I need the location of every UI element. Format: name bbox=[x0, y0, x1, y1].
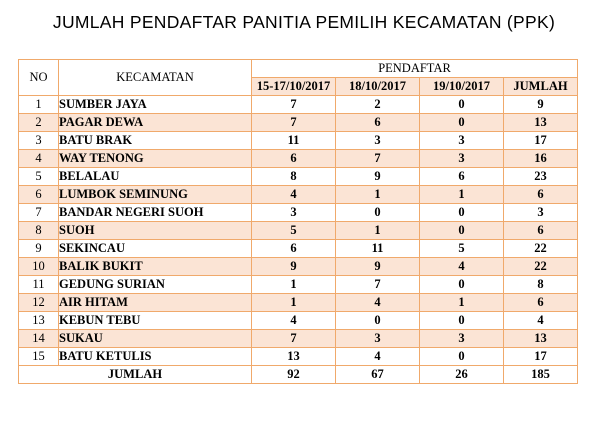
header-kecamatan: KECAMATAN bbox=[59, 60, 252, 96]
row-jumlah: 4 bbox=[504, 312, 578, 330]
page-title: JUMLAH PENDAFTAR PANITIA PEMILIH KECAMATAN (PPK) bbox=[52, 12, 556, 32]
row-jumlah: 22 bbox=[504, 258, 578, 276]
row-no: 1 bbox=[19, 96, 59, 114]
header-date-1: 15-17/10/2017 bbox=[252, 78, 336, 96]
row-kecamatan: KEBUN TEBU bbox=[59, 312, 252, 330]
header-pendaftar: PENDAFTAR bbox=[252, 60, 578, 78]
row-date-1: 1 bbox=[252, 294, 336, 312]
row-kecamatan: WAY TENONG bbox=[59, 150, 252, 168]
row-no: 12 bbox=[19, 294, 59, 312]
row-kecamatan: BELALAU bbox=[59, 168, 252, 186]
table-row bbox=[19, 312, 578, 330]
table-row bbox=[19, 276, 578, 294]
total-jumlah: 185 bbox=[504, 366, 578, 384]
header-date-2: 18/10/2017 bbox=[336, 78, 420, 96]
row-date-3: 6 bbox=[420, 168, 504, 186]
table-row bbox=[19, 330, 578, 348]
row-date-3: 1 bbox=[420, 294, 504, 312]
row-date-1: 5 bbox=[252, 222, 336, 240]
table-row bbox=[19, 96, 578, 114]
header-jumlah: JUMLAH bbox=[504, 78, 578, 96]
row-jumlah: 22 bbox=[504, 240, 578, 258]
row-jumlah: 13 bbox=[504, 114, 578, 132]
row-date-1: 7 bbox=[252, 330, 336, 348]
row-date-3: 0 bbox=[420, 222, 504, 240]
row-date-2: 2 bbox=[336, 96, 420, 114]
row-jumlah: 9 bbox=[504, 96, 578, 114]
row-no: 11 bbox=[19, 276, 59, 294]
row-date-1: 1 bbox=[252, 276, 336, 294]
row-date-2: 1 bbox=[336, 186, 420, 204]
row-jumlah: 6 bbox=[504, 294, 578, 312]
row-date-3: 0 bbox=[420, 312, 504, 330]
row-date-2: 9 bbox=[336, 168, 420, 186]
row-no: 10 bbox=[19, 258, 59, 276]
row-date-1: 13 bbox=[252, 348, 336, 366]
row-date-3: 5 bbox=[420, 240, 504, 258]
total-date-1: 92 bbox=[252, 366, 336, 384]
table-row bbox=[19, 168, 578, 186]
pendaftar-table bbox=[18, 59, 578, 384]
table-row bbox=[19, 114, 578, 132]
row-jumlah: 13 bbox=[504, 330, 578, 348]
row-date-3: 0 bbox=[420, 114, 504, 132]
row-date-1: 7 bbox=[252, 114, 336, 132]
row-no: 15 bbox=[19, 348, 59, 366]
row-date-2: 3 bbox=[336, 132, 420, 150]
row-date-2: 6 bbox=[336, 114, 420, 132]
table-header bbox=[19, 60, 578, 96]
row-jumlah: 6 bbox=[504, 222, 578, 240]
row-date-2: 1 bbox=[336, 222, 420, 240]
row-date-2: 0 bbox=[336, 312, 420, 330]
row-jumlah: 3 bbox=[504, 204, 578, 222]
row-kecamatan: BALIK BUKIT bbox=[59, 258, 252, 276]
row-kecamatan: BATU BRAK bbox=[59, 132, 252, 150]
row-date-1: 3 bbox=[252, 204, 336, 222]
row-kecamatan: AIR HITAM bbox=[59, 294, 252, 312]
row-jumlah: 6 bbox=[504, 186, 578, 204]
row-date-1: 7 bbox=[252, 96, 336, 114]
row-date-3: 4 bbox=[420, 258, 504, 276]
row-no: 5 bbox=[19, 168, 59, 186]
row-date-2: 11 bbox=[336, 240, 420, 258]
total-label: JUMLAH bbox=[19, 366, 252, 384]
row-kecamatan: SUMBER JAYA bbox=[59, 96, 252, 114]
row-jumlah: 8 bbox=[504, 276, 578, 294]
header-date-3: 19/10/2017 bbox=[420, 78, 504, 96]
row-date-2: 4 bbox=[336, 348, 420, 366]
row-date-1: 6 bbox=[252, 240, 336, 258]
table-row bbox=[19, 132, 578, 150]
row-date-1: 9 bbox=[252, 258, 336, 276]
total-row bbox=[19, 366, 578, 384]
row-date-3: 1 bbox=[420, 186, 504, 204]
row-date-3: 3 bbox=[420, 132, 504, 150]
row-kecamatan: BANDAR NEGERI SUOH bbox=[59, 204, 252, 222]
table-row bbox=[19, 258, 578, 276]
table-row bbox=[19, 240, 578, 258]
row-no: 3 bbox=[19, 132, 59, 150]
table-footer bbox=[19, 366, 578, 384]
row-date-2: 0 bbox=[336, 204, 420, 222]
table-row bbox=[19, 348, 578, 366]
row-date-3: 0 bbox=[420, 276, 504, 294]
row-kecamatan: BATU KETULIS bbox=[59, 348, 252, 366]
row-no: 2 bbox=[19, 114, 59, 132]
table-row bbox=[19, 186, 578, 204]
row-no: 7 bbox=[19, 204, 59, 222]
row-no: 8 bbox=[19, 222, 59, 240]
table-row bbox=[19, 294, 578, 312]
row-kecamatan: GEDUNG SURIAN bbox=[59, 276, 252, 294]
row-no: 6 bbox=[19, 186, 59, 204]
table-row bbox=[19, 222, 578, 240]
row-date-1: 8 bbox=[252, 168, 336, 186]
row-date-1: 11 bbox=[252, 132, 336, 150]
row-date-3: 3 bbox=[420, 330, 504, 348]
row-date-1: 4 bbox=[252, 186, 336, 204]
total-date-3: 26 bbox=[420, 366, 504, 384]
table-row bbox=[19, 150, 578, 168]
row-kecamatan: LUMBOK SEMINUNG bbox=[59, 186, 252, 204]
row-kecamatan: SUOH bbox=[59, 222, 252, 240]
row-date-3: 0 bbox=[420, 204, 504, 222]
row-no: 9 bbox=[19, 240, 59, 258]
row-no: 14 bbox=[19, 330, 59, 348]
header-no: NO bbox=[19, 60, 59, 96]
row-date-3: 0 bbox=[420, 96, 504, 114]
row-kecamatan: SEKINCAU bbox=[59, 240, 252, 258]
row-no: 4 bbox=[19, 150, 59, 168]
row-date-2: 7 bbox=[336, 276, 420, 294]
row-date-1: 6 bbox=[252, 150, 336, 168]
row-jumlah: 23 bbox=[504, 168, 578, 186]
row-kecamatan: SUKAU bbox=[59, 330, 252, 348]
total-date-2: 67 bbox=[336, 366, 420, 384]
row-jumlah: 17 bbox=[504, 348, 578, 366]
row-jumlah: 16 bbox=[504, 150, 578, 168]
row-date-2: 3 bbox=[336, 330, 420, 348]
row-date-1: 4 bbox=[252, 312, 336, 330]
row-date-2: 7 bbox=[336, 150, 420, 168]
row-date-3: 3 bbox=[420, 150, 504, 168]
row-date-3: 0 bbox=[420, 348, 504, 366]
row-no: 13 bbox=[19, 312, 59, 330]
table-body bbox=[19, 96, 578, 366]
row-date-2: 9 bbox=[336, 258, 420, 276]
table-row bbox=[19, 204, 578, 222]
row-kecamatan: PAGAR DEWA bbox=[59, 114, 252, 132]
row-jumlah: 17 bbox=[504, 132, 578, 150]
row-date-2: 4 bbox=[336, 294, 420, 312]
